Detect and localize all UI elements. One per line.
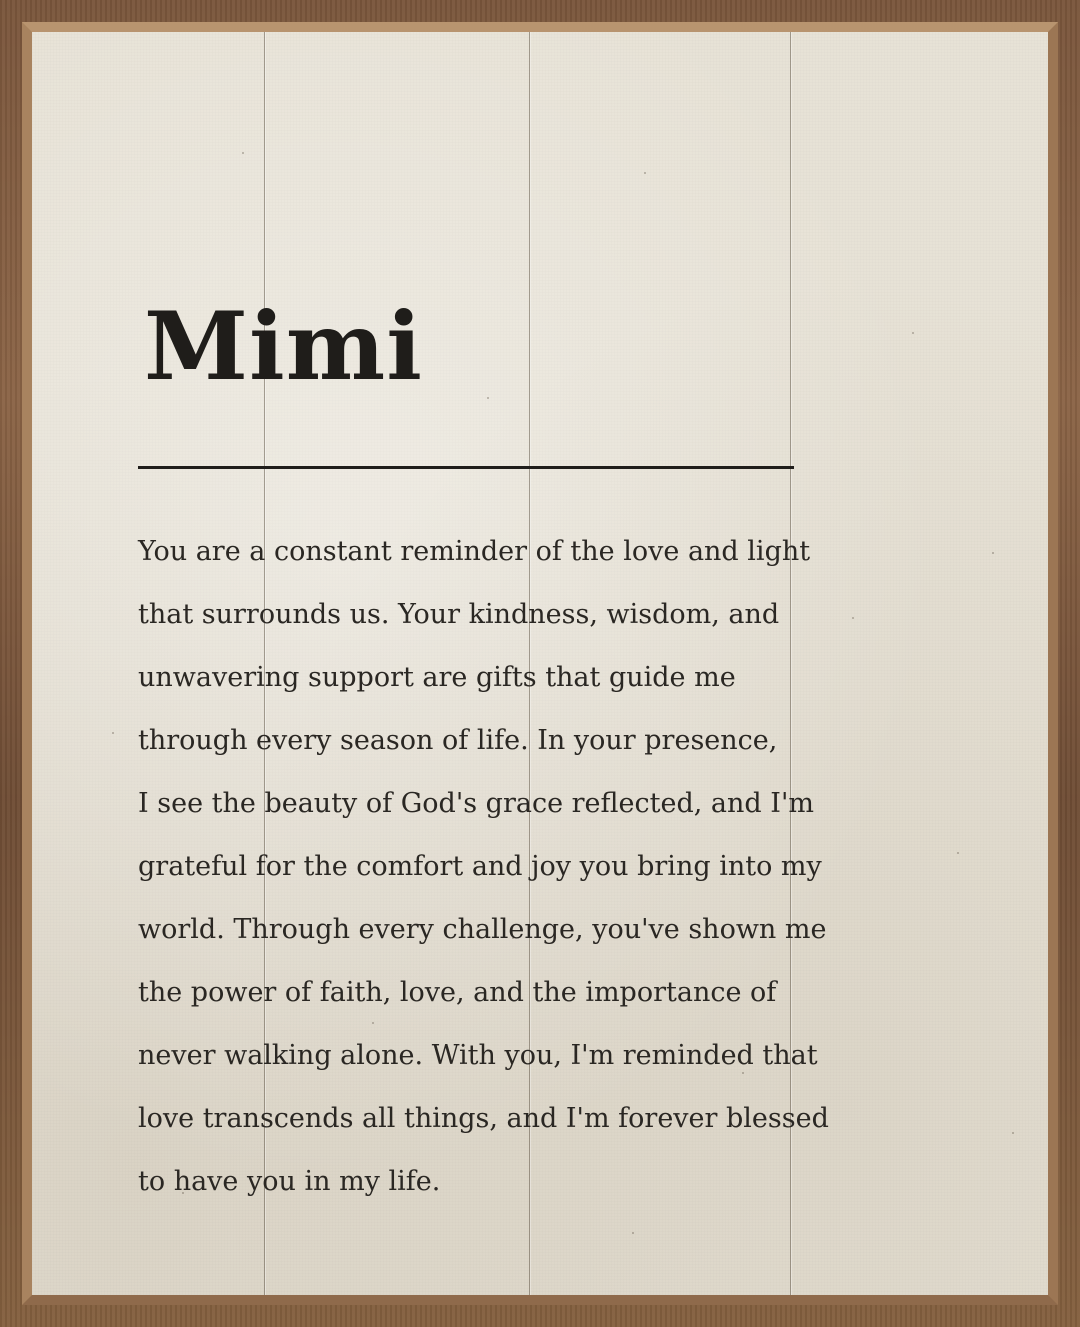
sign-body <box>138 520 958 1213</box>
body-line: through every season of life. In your presence, <box>138 725 778 756</box>
body-line: the power of faith, love, and the importance of <box>138 977 777 1008</box>
body-line: love transcends all things, and I'm forever blessed <box>138 1103 829 1134</box>
body-line: I see the beauty of God's grace reflected, and I'm <box>138 788 814 819</box>
body-line: to have you in my life. <box>138 1166 441 1197</box>
body-line: never walking alone. With you, I'm reminded that <box>138 1040 818 1071</box>
sign-title: Mimi <box>144 292 423 402</box>
body-line: that surrounds us. Your kindness, wisdom, and <box>138 599 780 630</box>
body-line: unwavering support are gifts that guide me <box>138 662 736 693</box>
body-line: You are a constant reminder of the love and light <box>138 536 811 567</box>
body-line: world. Through every challenge, you've shown me <box>138 914 827 945</box>
sign-canvas <box>32 32 1048 1295</box>
title-underline <box>138 466 794 469</box>
body-line: grateful for the comfort and joy you bring into my <box>138 851 822 882</box>
